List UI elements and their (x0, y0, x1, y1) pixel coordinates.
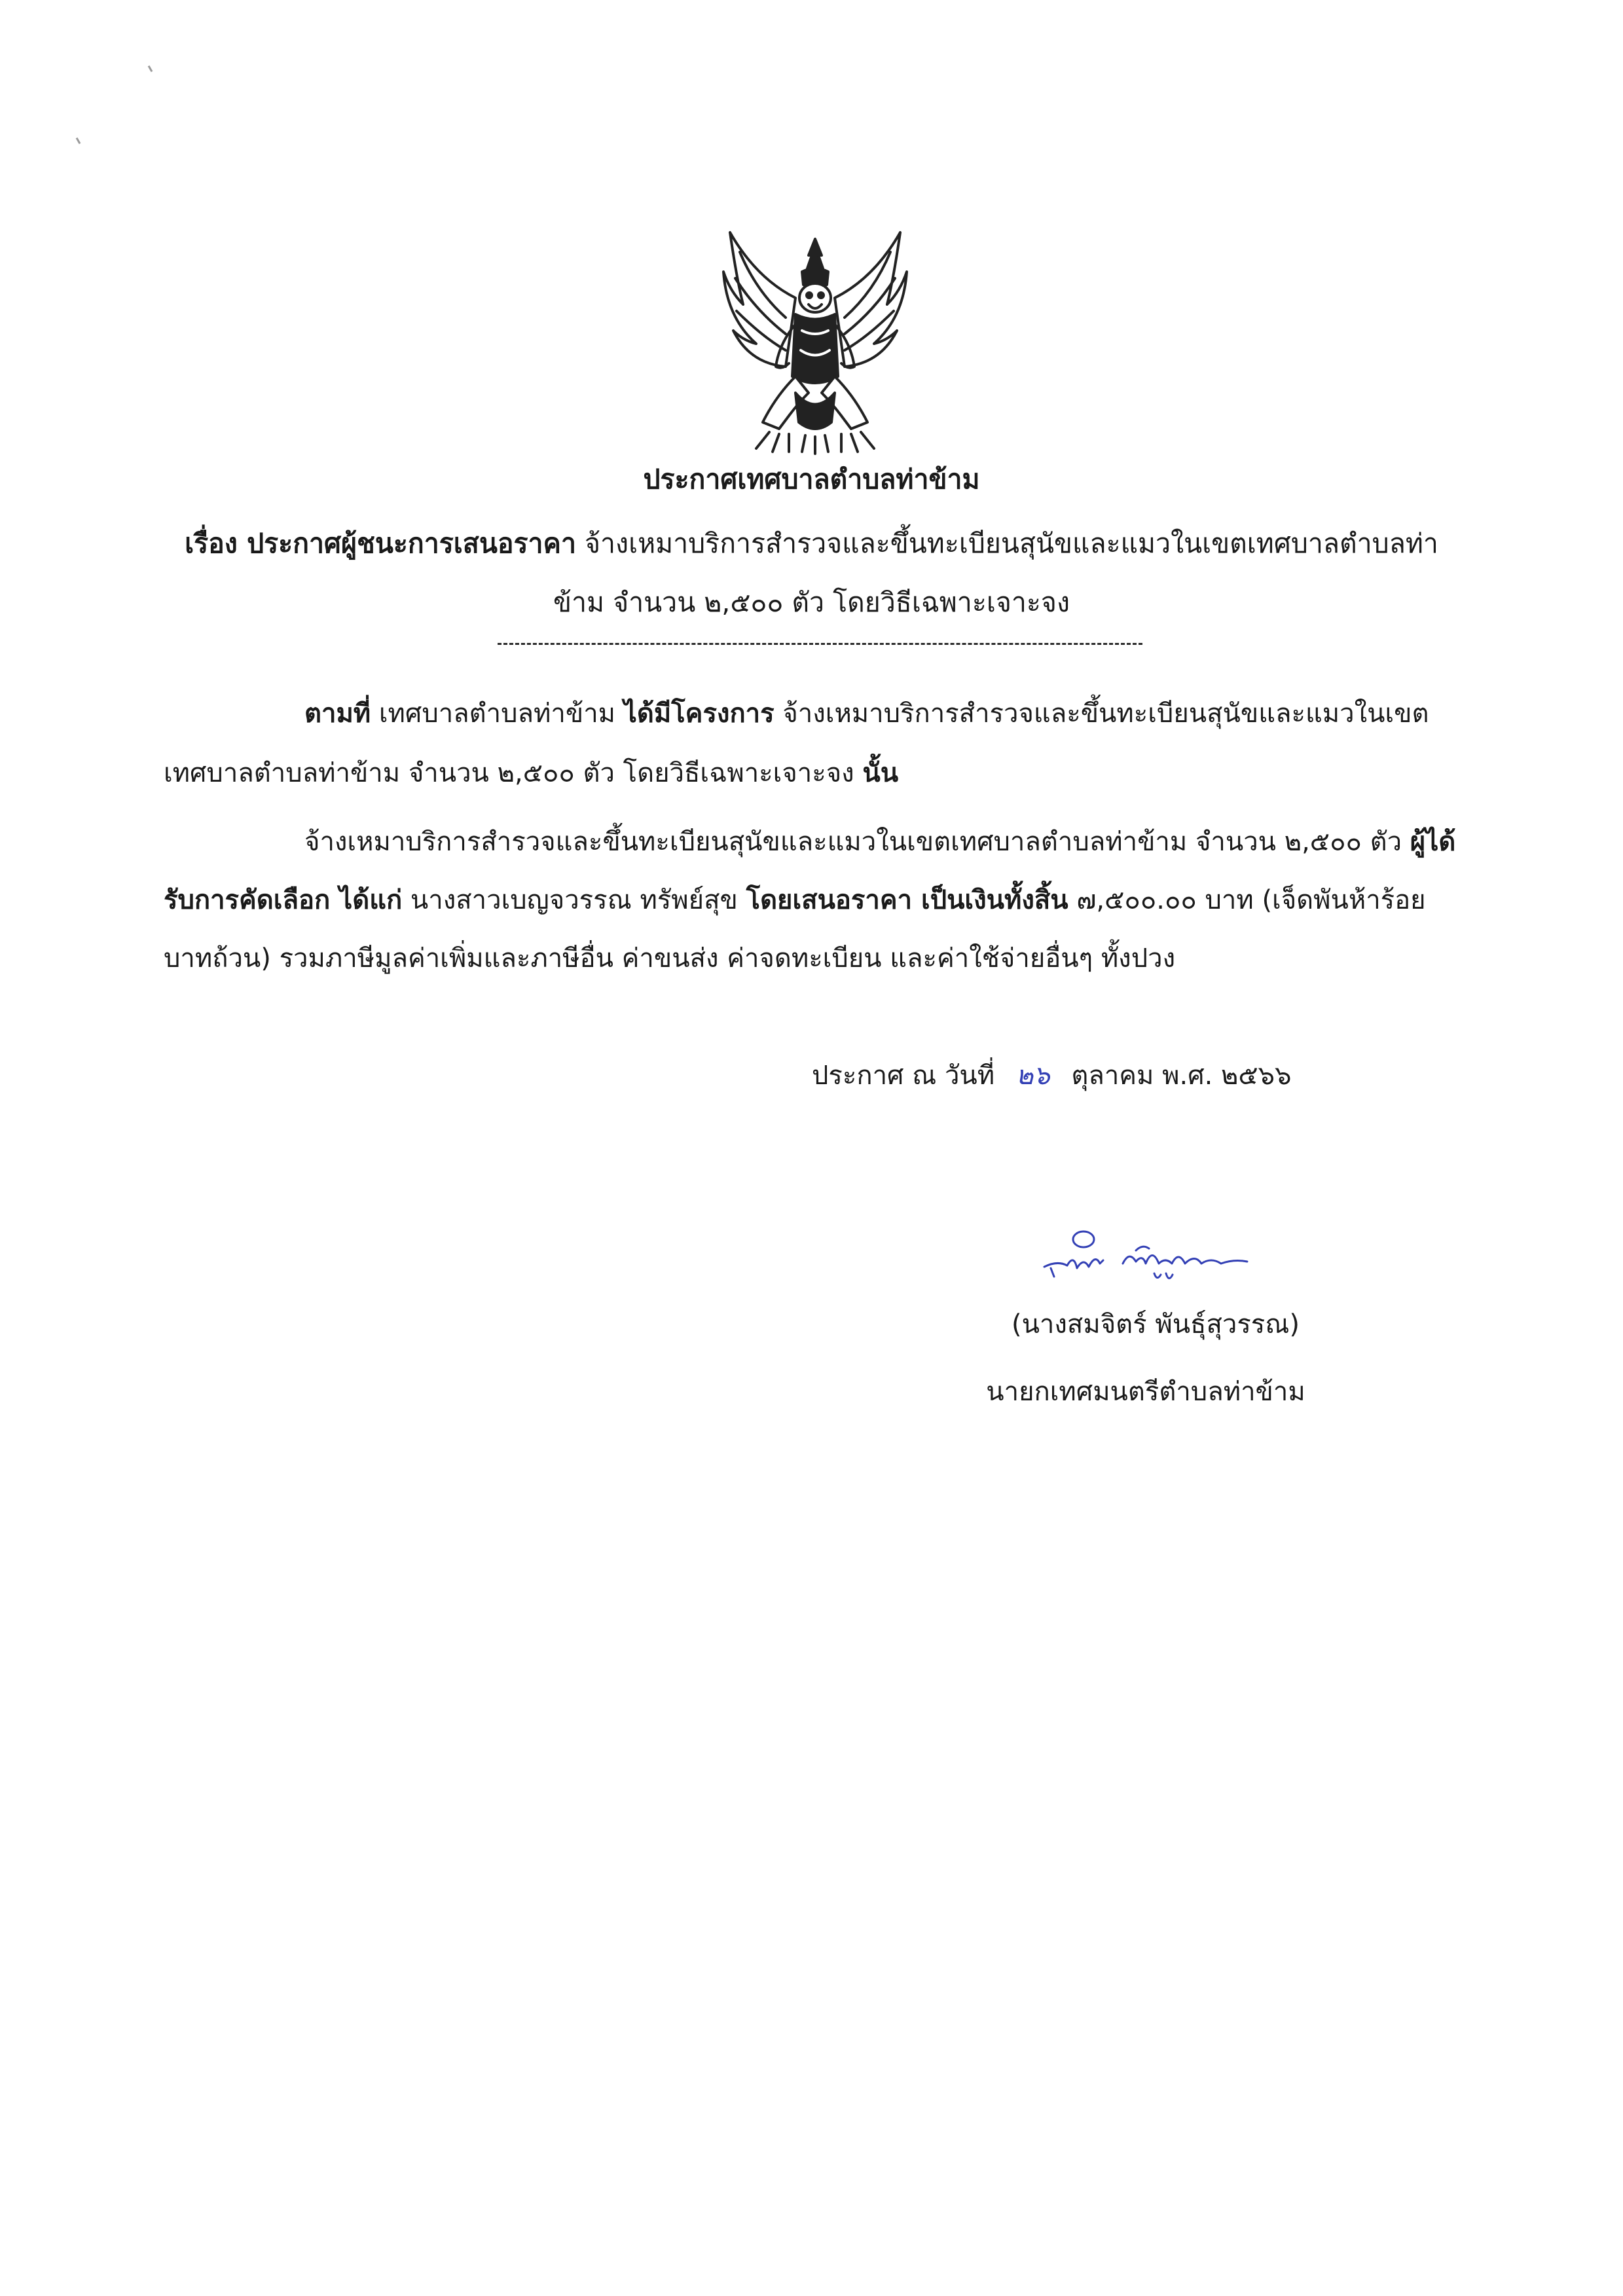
paragraph-2-line-1 (304, 820, 1455, 862)
paragraph-2-line-3: บาทถ้วน) รวมภาษีมูลค่าเพิ่มและภาษีอื่น ค่าขนส่ง ค่าจดทะเบียน และค่าใช้จ่ายอื่นๆ ทั้งปวง (164, 943, 1176, 974)
announcement-date (812, 1054, 1291, 1096)
handwritten-signature-icon (1038, 1228, 1254, 1300)
subject-line-1 (92, 522, 1531, 565)
p1-lead: ตามที่ (304, 699, 371, 729)
paragraph-1-line-2 (164, 752, 898, 793)
signer-name: (นางสมจิตร์ พันธุ์สุวรรณ) (1011, 1309, 1300, 1339)
garuda-emblem-icon (717, 226, 913, 458)
dashed-separator (498, 643, 1142, 645)
paragraph-1-line-1 (304, 692, 1429, 734)
scan-speck (148, 65, 153, 72)
signer-position: นายกเทศมนตรีตำบลท่าข้าม (986, 1377, 1305, 1407)
scan-speck (76, 137, 81, 144)
subject-label: เรื่อง ประกาศผู้ชนะการเสนอราคา (185, 528, 576, 559)
date-prefix: ประกาศ ณ วันที่ (812, 1061, 995, 1091)
subject-text: จ้างเหมาบริการสำรวจและขึ้นทะเบียนสุนัขและแมวในเขตเทศบาลตำบลท่า (575, 528, 1438, 559)
p1-agency: เทศบาลตำบลท่าข้าม (371, 699, 624, 729)
p1-end: นั้น (862, 758, 899, 788)
p2-selected-label: รับการคัดเลือก ได้แก่ (164, 885, 403, 915)
p1-has-project: ได้มีโครงการ (623, 699, 775, 729)
date-month-year: ตุลาคม พ.ศ. ๒๕๖๖ (1071, 1061, 1292, 1091)
announcement-title: ประกาศเทศบาลตำบลท่าข้าม (643, 464, 980, 495)
p1-line2: เทศบาลตำบลท่าข้าม จำนวน ๒,๕๐๐ ตัว โดยวิธีเฉพาะเจาะจง (164, 758, 863, 788)
p2-offer-label: โดยเสนอราคา (746, 885, 913, 915)
date-day: ๒๖ (1015, 1061, 1050, 1091)
paragraph-2-line-2 (164, 879, 1426, 920)
subject-line-2: ข้าม จำนวน ๒,๕๐๐ ตัว โดยวิธีเฉพาะเจาะจง (553, 587, 1070, 618)
p2-line1-text: จ้างเหมาบริการสำรวจและขึ้นทะเบียนสุนัขและแมวในเขตเทศบาลตำบลท่าข้าม จำนวน ๒,๕๐๐ ตัว (304, 827, 1410, 857)
p1-rest: จ้างเหมาบริการสำรวจและขึ้นทะเบียนสุนัขและแมวในเขต (774, 699, 1429, 729)
p2-amount: ๗,๕๐๐.๐๐ บาท (เจ็ดพันห้าร้อย (1068, 885, 1426, 915)
p2-line1-bold: ผู้ได้ (1410, 827, 1456, 857)
p2-total-label: เป็นเงินทั้งสิ้น (912, 885, 1068, 915)
p2-winner: นางสาวเบญจวรรณ ทรัพย์สุข (402, 885, 746, 915)
